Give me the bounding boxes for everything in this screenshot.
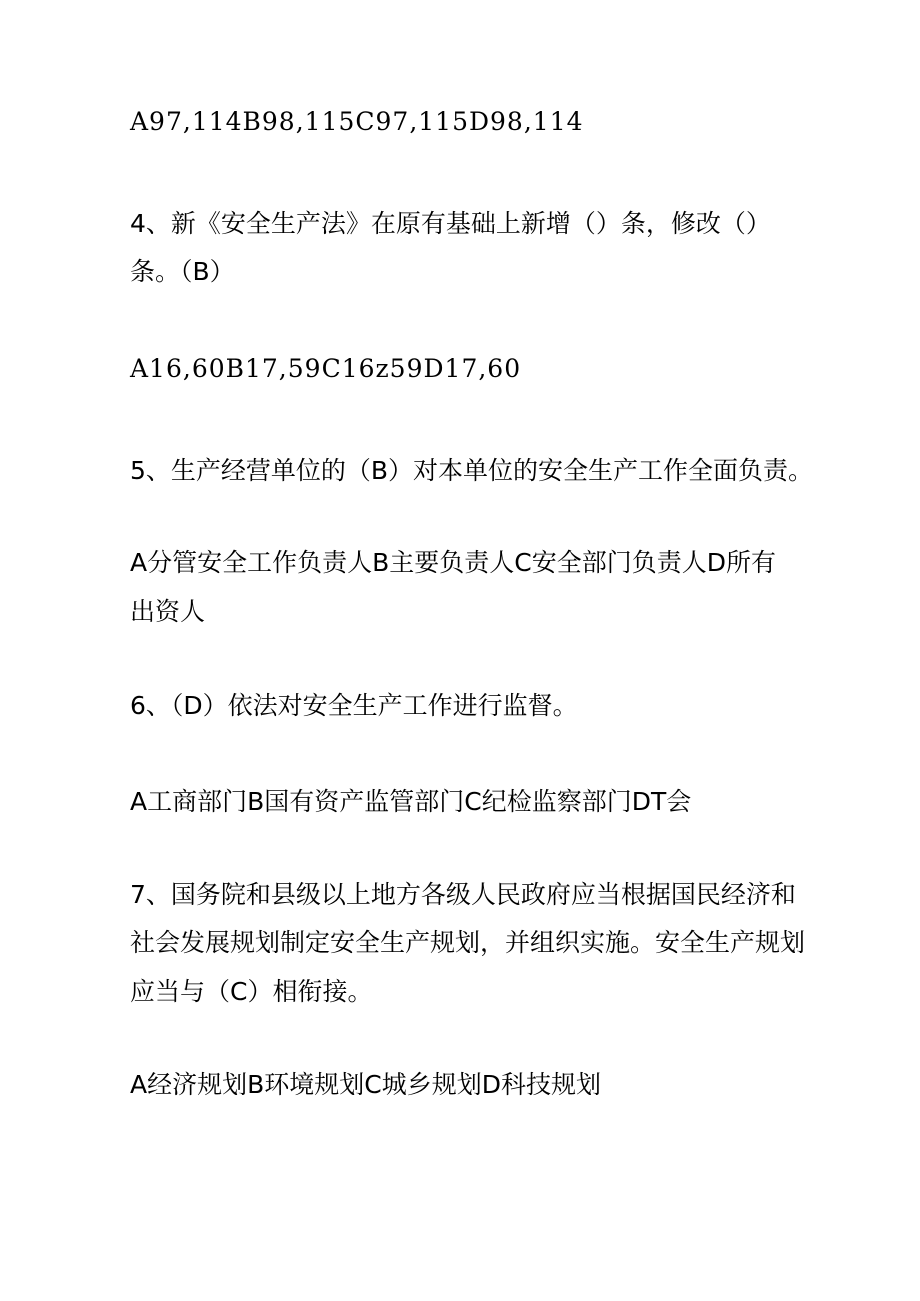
q4-question-line1: 4、新《安全生产法》在原有基础上新增（）条，修改（） <box>130 209 771 238</box>
q6-options: A工商部门B国有资产监管部门C纪检监察部门DT会 <box>130 787 692 816</box>
q3-options: A97,114B98,115C97,115D98,114 <box>130 107 584 136</box>
q7-question-line2: 社会发展规划制定安全生产规划，并组织实施。安全生产规划 <box>130 928 806 957</box>
q6-question: 6、（D）依法对安全生产工作进行监督。 <box>130 691 578 720</box>
q7-options: A经济规划B环境规划C城乡规划D科技规划 <box>130 1070 601 1099</box>
q7-question-line3: 应当与（C）相衔接。 <box>130 977 373 1006</box>
q5-options-line2: 出资人 <box>130 597 206 626</box>
q5-options-line1: A分管安全工作负责人B主要负责人C安全部门负责人D所有 <box>130 548 776 577</box>
q4-options: A16,60B17,59C16z59D17,60 <box>130 354 522 383</box>
q4-question-line2: 条。（B） <box>130 257 235 286</box>
q5-question: 5、生产经营单位的（B）对本单位的安全生产工作全面负责。 <box>130 456 814 485</box>
q7-question-line1: 7、国务院和县级以上地方各级人民政府应当根据国民经济和 <box>130 880 796 909</box>
